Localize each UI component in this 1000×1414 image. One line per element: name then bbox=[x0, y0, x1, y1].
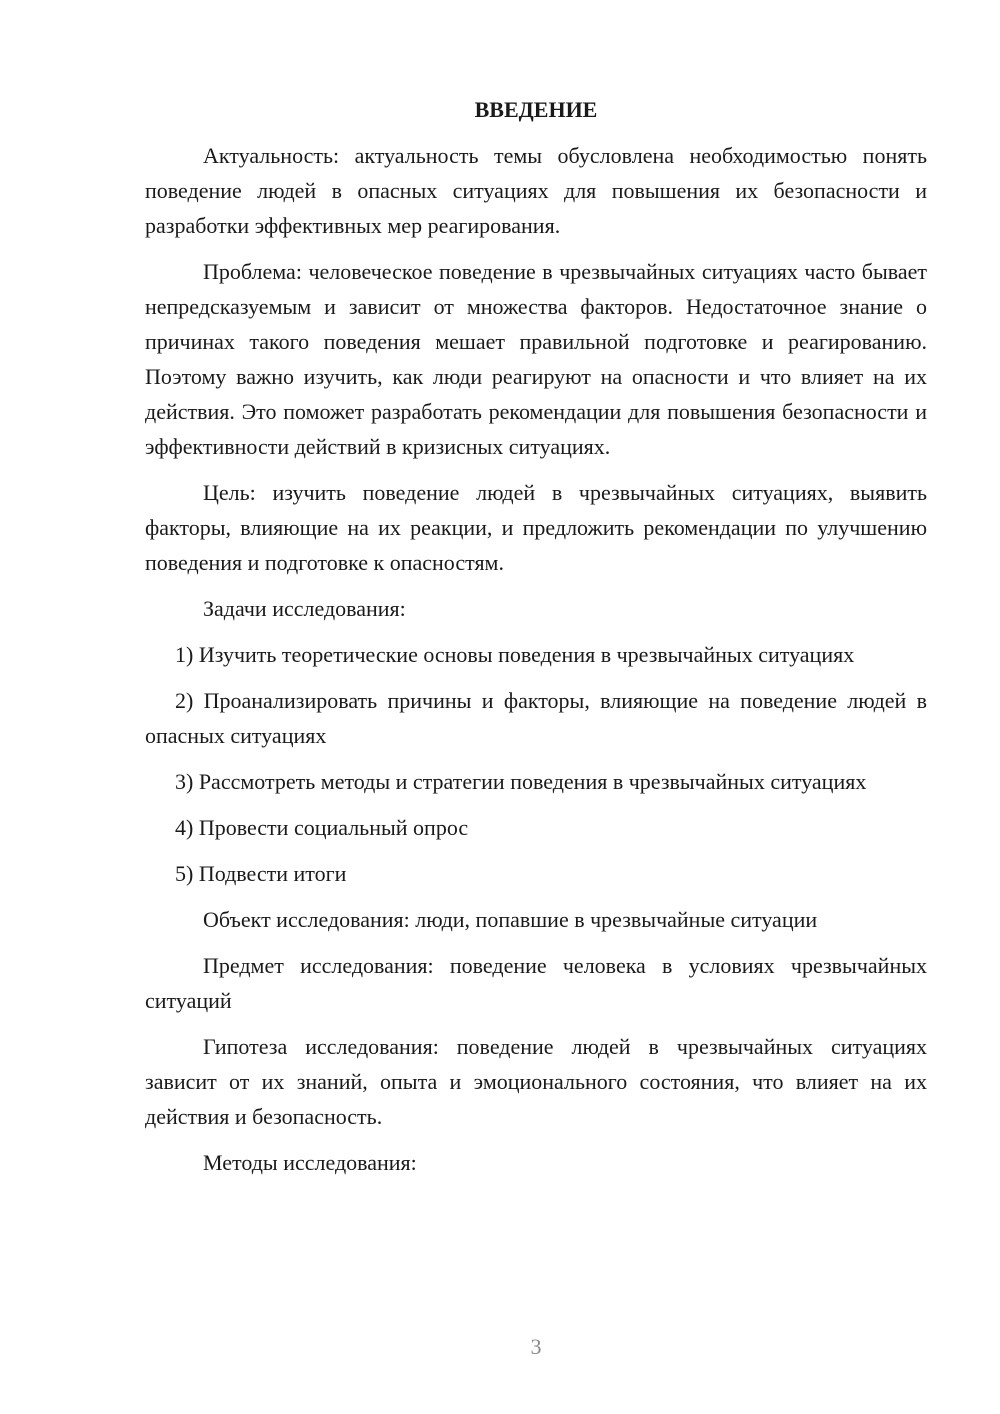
hypothesis-paragraph: Гипотеза исследования: поведение людей в чрезвычайных ситуациях зависит от их знаний, опыта и эмоционального состояния, что влияет на их действия и безопасность. bbox=[145, 1034, 927, 1129]
list-item: 5) Подвести итоги bbox=[175, 861, 347, 886]
relevance-paragraph: Актуальность: актуальность темы обусловлена необходимостью понять поведение людей в опасных ситуациях для повышения их безопасности и разработки эффективных мер реагирования. bbox=[145, 143, 927, 238]
tasks-heading: Задачи исследования: bbox=[203, 596, 406, 621]
page-number: 3 bbox=[530, 1334, 542, 1359]
subject-paragraph: Предмет исследования: поведение человека в условиях чрезвычайных ситуаций bbox=[145, 953, 927, 1013]
list-item: 1) Изучить теоретические основы поведения в чрезвычайных ситуациях bbox=[175, 642, 855, 667]
tasks-list bbox=[145, 637, 927, 891]
list-item: 2) Проанализировать причины и факторы, влияющие на поведение людей в опасных ситуациях bbox=[145, 688, 927, 748]
list-item: 3) Рассмотреть методы и стратегии поведения в чрезвычайных ситуациях bbox=[175, 769, 867, 794]
document-page bbox=[145, 92, 927, 1191]
methods-heading: Методы исследования: bbox=[203, 1150, 417, 1175]
goal-paragraph: Цель: изучить поведение людей в чрезвычайных ситуациях, выявить факторы, влияющие на их реакции, и предложить рекомендации по улучшению поведения и подготовке к опасностям. bbox=[145, 480, 927, 575]
object-paragraph: Объект исследования: люди, попавшие в чрезвычайные ситуации bbox=[203, 907, 818, 932]
section-title: ВВЕДЕНИЕ bbox=[474, 97, 598, 122]
list-item: 4) Провести социальный опрос bbox=[175, 815, 469, 840]
problem-paragraph: Проблема: человеческое поведение в чрезвычайных ситуациях часто бывает непредсказуемым и зависит от множества факторов. Недостаточное знание о причинах такого поведения мешает правильной подготовке и реагированию. Поэтому важно изучить, как люди реагируют на опасности и что влияет на их действия. Это поможет разработать рекомендации для повышения безопасности и эффективности действий в кризисных ситуациях. bbox=[145, 259, 927, 459]
